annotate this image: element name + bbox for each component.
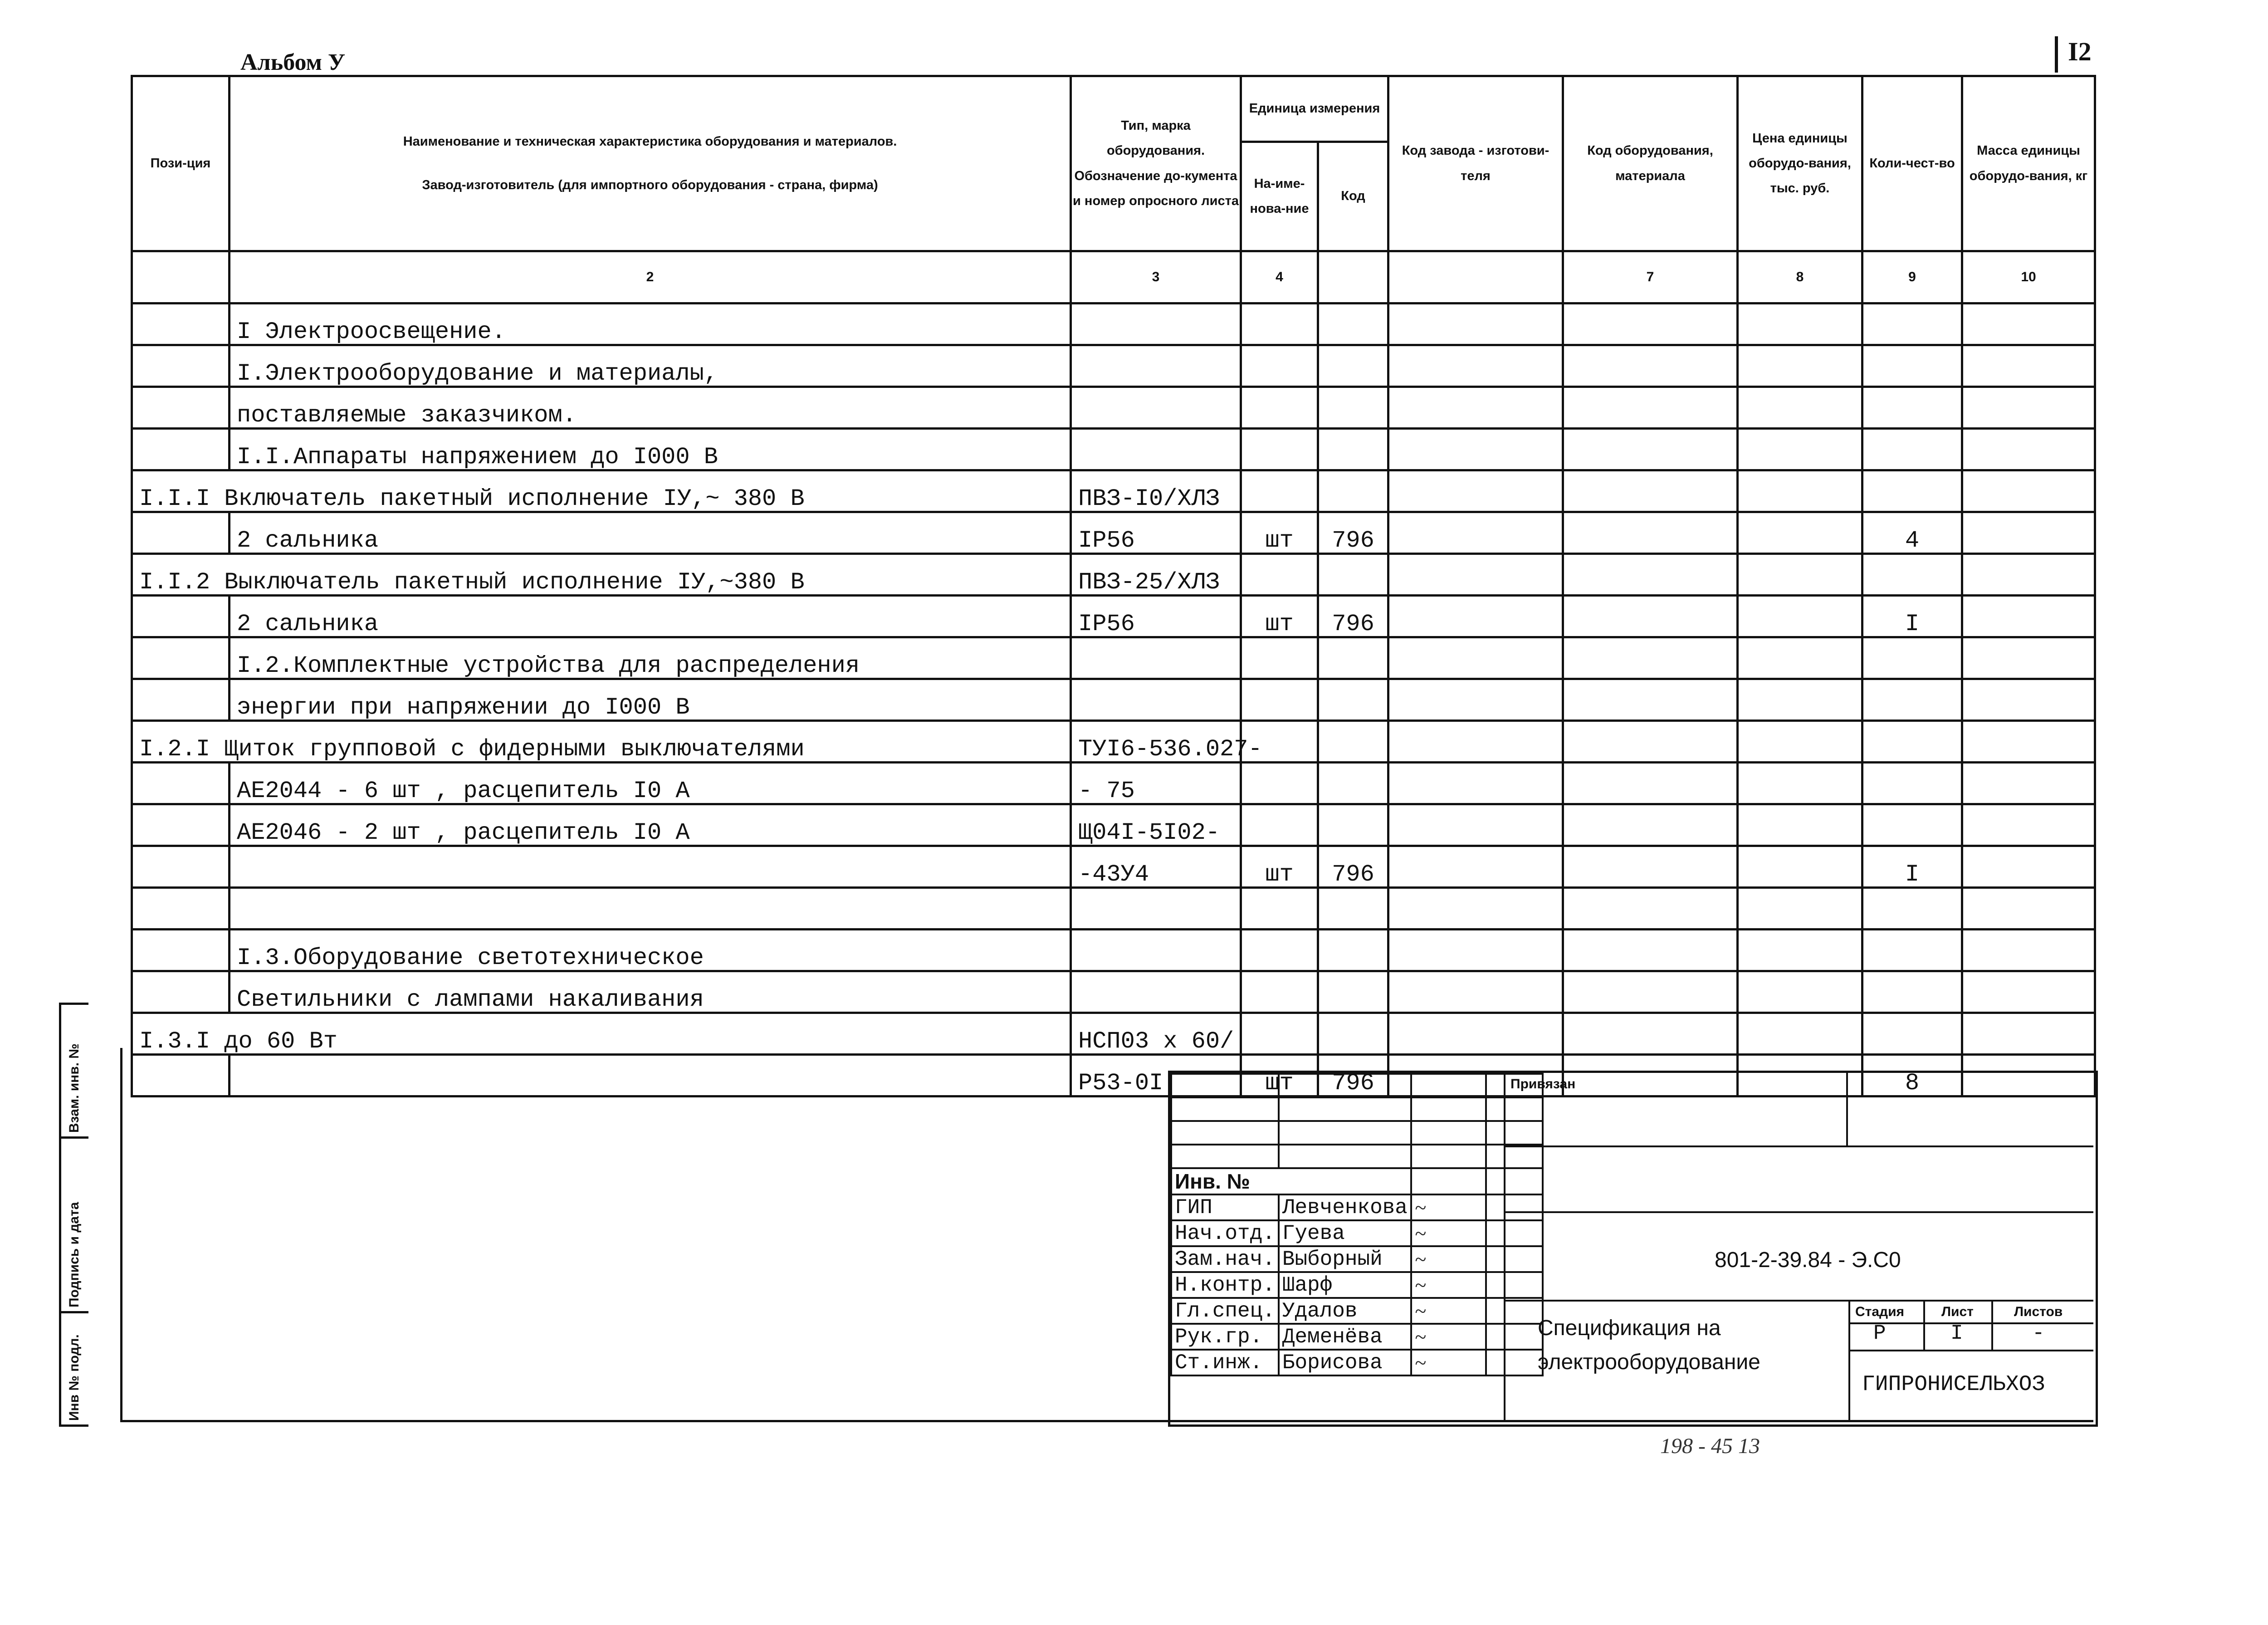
unit-code-cell — [1318, 1013, 1388, 1055]
name-cell: АЕ2044 - 6 шт , расцепитель I0 А — [230, 763, 1071, 804]
quantity-cell — [1862, 554, 1962, 596]
position-cell — [132, 804, 230, 846]
unit-cell — [1241, 930, 1318, 971]
table-row — [132, 554, 2095, 596]
position-cell — [132, 303, 230, 345]
position-cell: I.I.I — [139, 485, 210, 512]
name-cell: I.I.Аппараты напряжением до I000 В — [230, 429, 1071, 470]
signature-mark: ~ — [1411, 1324, 1486, 1350]
title-hline — [1848, 1350, 2093, 1351]
title-hline — [1504, 1145, 2093, 1147]
position-cell — [132, 345, 230, 387]
side-cell-replaced-inv — [61, 1005, 88, 1139]
document-title-line1: Спецификация на — [1538, 1316, 1721, 1340]
side-cell-original-inv — [61, 1313, 88, 1424]
handwritten-note: 198 - 45 13 — [1660, 1434, 1760, 1458]
table-row — [132, 971, 2095, 1013]
unit-cell: шт — [1241, 1055, 1318, 1096]
column-number: 8 — [1738, 251, 1862, 303]
signature-mark: ~ — [1411, 1298, 1486, 1324]
name-cell: I.Электрооборудование и материалы, — [230, 345, 1071, 387]
position-cell: I.3.I — [139, 1028, 210, 1055]
quantity-cell — [1862, 763, 1962, 804]
sheet-value: I — [1950, 1322, 1963, 1345]
name-cell: Светильники с лампами накаливания — [230, 971, 1071, 1013]
type-cell: IP56 — [1071, 596, 1241, 637]
person-cell: Борисова — [1279, 1350, 1411, 1375]
title-divider — [1504, 1073, 1505, 1422]
header-name — [230, 76, 1071, 251]
organization-name: ГИПРОНИСЕЛЬХОЗ — [1862, 1372, 2045, 1397]
table-row — [132, 470, 2095, 512]
name-cell: поставляемые заказчиком. — [230, 387, 1071, 429]
position-cell — [132, 637, 230, 679]
side-cell-signature — [61, 1139, 88, 1313]
position-cell — [132, 971, 230, 1013]
signature-mark: ~ — [1411, 1272, 1486, 1298]
person-cell: Шарф — [1279, 1272, 1411, 1298]
document-code: 801-2-39.84 - Э.С0 — [1715, 1248, 1901, 1272]
side-stamp — [59, 1003, 88, 1427]
name-cell: I Электроосвещение. — [230, 303, 1071, 345]
unit-cell — [1241, 1013, 1318, 1055]
role-cell: ГИП — [1171, 1194, 1279, 1220]
unit-code-cell — [1318, 387, 1388, 429]
name-cell: I.2.Комплектные устройства для распределения — [230, 637, 1071, 679]
header-type: Тип, марка оборудования. Обозначение до-кумента и номер опросного листа — [1071, 76, 1241, 251]
column-number: 3 — [1071, 251, 1241, 303]
stage-label: Стадия — [1855, 1304, 1905, 1319]
person-cell: Гуева — [1279, 1220, 1411, 1246]
type-cell — [1071, 387, 1241, 429]
quantity-cell — [1862, 637, 1962, 679]
unit-code-cell — [1318, 930, 1388, 971]
quantity-cell — [1862, 470, 1962, 512]
header-unit-code: Код — [1318, 142, 1388, 251]
quantity-cell — [1862, 804, 1962, 846]
signature-mark: ~ — [1411, 1246, 1486, 1272]
attached-label: Привязан — [1510, 1077, 1576, 1091]
title-vline — [1991, 1300, 1993, 1350]
unit-code-cell — [1318, 971, 1388, 1013]
role-cell: Гл.спец. — [1171, 1298, 1279, 1324]
type-cell: НСП03 х 60/ — [1071, 1013, 1241, 1055]
quantity-cell: I — [1862, 846, 1962, 888]
unit-cell — [1241, 345, 1318, 387]
unit-code-cell — [1318, 804, 1388, 846]
frame-left-border — [120, 1048, 122, 1422]
table-row — [132, 763, 2095, 804]
role-cell: Ст.инж. — [1171, 1350, 1279, 1375]
type-cell: Щ04I-5I02- — [1071, 804, 1241, 846]
table-row — [132, 387, 2095, 429]
position-cell — [132, 763, 230, 804]
unit-code-cell — [1318, 721, 1388, 763]
header-mass: Масса единицы оборудо-вания, кг — [1962, 76, 2095, 251]
unit-code-cell — [1318, 470, 1388, 512]
position-cell — [132, 1055, 230, 1096]
signature-mark: ~ — [1411, 1220, 1486, 1246]
table-row — [132, 679, 2095, 721]
title-vline — [1923, 1300, 1925, 1350]
unit-code-cell: 796 — [1318, 512, 1388, 554]
quantity-cell — [1862, 429, 1962, 470]
unit-code-cell: 796 — [1318, 1055, 1388, 1096]
unit-code-cell — [1318, 763, 1388, 804]
unit-cell — [1241, 554, 1318, 596]
role-cell: Рук.гр. — [1171, 1324, 1279, 1350]
name-cell: I.3.Оборудование светотехническое — [230, 930, 1071, 971]
column-number: 2 — [230, 251, 1071, 303]
position-cell — [132, 512, 230, 554]
unit-cell — [1241, 971, 1318, 1013]
type-cell: IP56 — [1071, 512, 1241, 554]
type-cell: ПВЗ-I0/ХЛЗ — [1071, 470, 1241, 512]
column-number: 7 — [1563, 251, 1738, 303]
unit-cell: шт — [1241, 512, 1318, 554]
table-row — [132, 804, 2095, 846]
signature-mark: ~ — [1411, 1194, 1486, 1220]
position-cell — [132, 679, 230, 721]
stage-value: Р — [1873, 1322, 1886, 1345]
type-cell — [1071, 930, 1241, 971]
table-row — [132, 721, 2095, 763]
column-number: 9 — [1862, 251, 1962, 303]
type-cell — [1071, 679, 1241, 721]
unit-cell — [1241, 637, 1318, 679]
header-name-line2: Завод-изготовитель (для импортного оборудования - страна, фирма) — [422, 177, 878, 192]
table-row — [132, 637, 2095, 679]
quantity-cell — [1862, 971, 1962, 1013]
unit-cell — [1241, 763, 1318, 804]
side-label: Инв № подл. — [67, 1334, 82, 1421]
type-cell: - 75 — [1071, 763, 1241, 804]
unit-cell: шт — [1241, 846, 1318, 888]
name-cell — [230, 1055, 1071, 1096]
album-title: Альбом У — [240, 49, 346, 75]
unit-code-cell — [1318, 554, 1388, 596]
name-cell: АЕ2046 - 2 шт , расцепитель I0 А — [230, 804, 1071, 846]
signature-grid — [1170, 1073, 1544, 1376]
header-unit-name: На-име-нова-ние — [1241, 142, 1318, 251]
column-number — [1388, 251, 1563, 303]
side-label: Подпись и дата — [67, 1202, 82, 1307]
quantity-cell — [1862, 930, 1962, 971]
column-number — [1318, 251, 1388, 303]
unit-code-cell — [1318, 637, 1388, 679]
type-cell: ТУI6-536.027- — [1071, 721, 1241, 763]
header-equipment-code: Код оборудования, материала — [1563, 76, 1738, 251]
type-cell: ПВЗ-25/ХЛЗ — [1071, 554, 1241, 596]
inv-number-label: Инв. № — [1171, 1168, 1411, 1194]
sheet-label: Лист — [1941, 1304, 1974, 1319]
unit-cell — [1241, 470, 1318, 512]
column-number: 4 — [1241, 251, 1318, 303]
name-cell: энергии при напряжении до I000 В — [230, 679, 1071, 721]
sheet-number: I2 — [2055, 36, 2122, 73]
unit-code-cell — [1318, 303, 1388, 345]
header-price: Цена единицы оборудо-вания, тыс. руб. — [1738, 76, 1862, 251]
table-row — [132, 345, 2095, 387]
name-cell: Выключатель пакетный исполнение IУ,~380 В — [224, 569, 805, 596]
role-cell: Зам.нач. — [1171, 1246, 1279, 1272]
unit-cell — [1241, 804, 1318, 846]
person-cell: Левченкова — [1279, 1194, 1411, 1220]
type-cell — [1071, 429, 1241, 470]
position-cell — [132, 596, 230, 637]
position-cell — [132, 387, 230, 429]
person-cell: Выборный — [1279, 1246, 1411, 1272]
quantity-cell — [1862, 303, 1962, 345]
unit-cell — [1241, 387, 1318, 429]
type-cell — [1071, 345, 1241, 387]
type-cell: Р53-0I — [1071, 1055, 1241, 1096]
quantity-cell — [1862, 345, 1962, 387]
sheets-label: Листов — [2014, 1304, 2063, 1319]
header-maker-code: Код завода - изготови-теля — [1388, 76, 1563, 251]
position-cell — [132, 930, 230, 971]
title-vline — [1848, 1300, 1850, 1422]
position-cell — [132, 429, 230, 470]
table-row — [132, 888, 2095, 930]
unit-code-cell — [1318, 429, 1388, 470]
name-cell: до 60 Вт — [224, 1028, 337, 1055]
name-cell: 2 сальника — [230, 596, 1071, 637]
role-cell: Нач.отд. — [1171, 1220, 1279, 1246]
title-block — [1168, 1071, 2098, 1427]
name-cell: 2 сальника — [230, 512, 1071, 554]
unit-cell — [1241, 679, 1318, 721]
quantity-cell — [1862, 387, 1962, 429]
position-cell — [132, 888, 230, 930]
type-cell — [1071, 971, 1241, 1013]
unit-code-cell: 796 — [1318, 596, 1388, 637]
unit-cell — [1241, 888, 1318, 930]
header-name-line1: Наименование и техническая характеристика оборудования и материалов. — [403, 134, 897, 149]
specification-table — [131, 75, 2096, 1097]
name-cell — [230, 888, 1071, 930]
signature-mark: ~ — [1411, 1350, 1486, 1375]
unit-cell: шт — [1241, 596, 1318, 637]
quantity-cell: I — [1862, 596, 1962, 637]
table-row — [132, 846, 2095, 888]
quantity-cell: 8 — [1862, 1055, 1962, 1096]
position-cell: I.2.I — [139, 736, 210, 763]
column-number — [132, 251, 230, 303]
table-row — [132, 303, 2095, 345]
table-row — [132, 596, 2095, 637]
role-cell: Н.контр. — [1171, 1272, 1279, 1298]
table-row — [132, 1013, 2095, 1055]
unit-cell — [1241, 303, 1318, 345]
type-cell: -43У4 — [1071, 846, 1241, 888]
name-cell — [230, 846, 1071, 888]
name-cell: Щиток групповой с фидерными выключателями — [224, 736, 805, 763]
header-unit: Единица измерения — [1241, 76, 1388, 142]
unit-code-cell — [1318, 345, 1388, 387]
quantity-cell — [1862, 888, 1962, 930]
table-row — [132, 429, 2095, 470]
unit-code-cell: 796 — [1318, 846, 1388, 888]
table-row — [132, 512, 2095, 554]
side-label: Взам. инв. № — [67, 1043, 82, 1133]
quantity-cell — [1862, 1013, 1962, 1055]
person-cell: Деменёва — [1279, 1324, 1411, 1350]
position-cell — [132, 846, 230, 888]
unit-code-cell — [1318, 888, 1388, 930]
type-cell — [1071, 637, 1241, 679]
unit-cell — [1241, 429, 1318, 470]
header-quantity: Коли-чест-во — [1862, 76, 1962, 251]
name-cell: Включатель пакетный исполнение IУ,~ 380 В — [224, 485, 805, 512]
type-cell — [1071, 303, 1241, 345]
quantity-cell: 4 — [1862, 512, 1962, 554]
column-number: 10 — [1962, 251, 2095, 303]
person-cell: Удалов — [1279, 1298, 1411, 1324]
attached-divider — [1846, 1073, 1848, 1145]
table-row — [132, 930, 2095, 971]
quantity-cell — [1862, 679, 1962, 721]
title-hline — [1504, 1300, 2093, 1302]
header-position: Пози-ция — [132, 76, 230, 251]
document-title-line2: электрооборудование — [1538, 1350, 1760, 1374]
title-hline — [1504, 1211, 2093, 1213]
position-cell: I.I.2 — [139, 569, 210, 596]
type-cell — [1071, 888, 1241, 930]
quantity-cell — [1862, 721, 1962, 763]
sheets-value: - — [2032, 1322, 2045, 1345]
unit-code-cell — [1318, 679, 1388, 721]
